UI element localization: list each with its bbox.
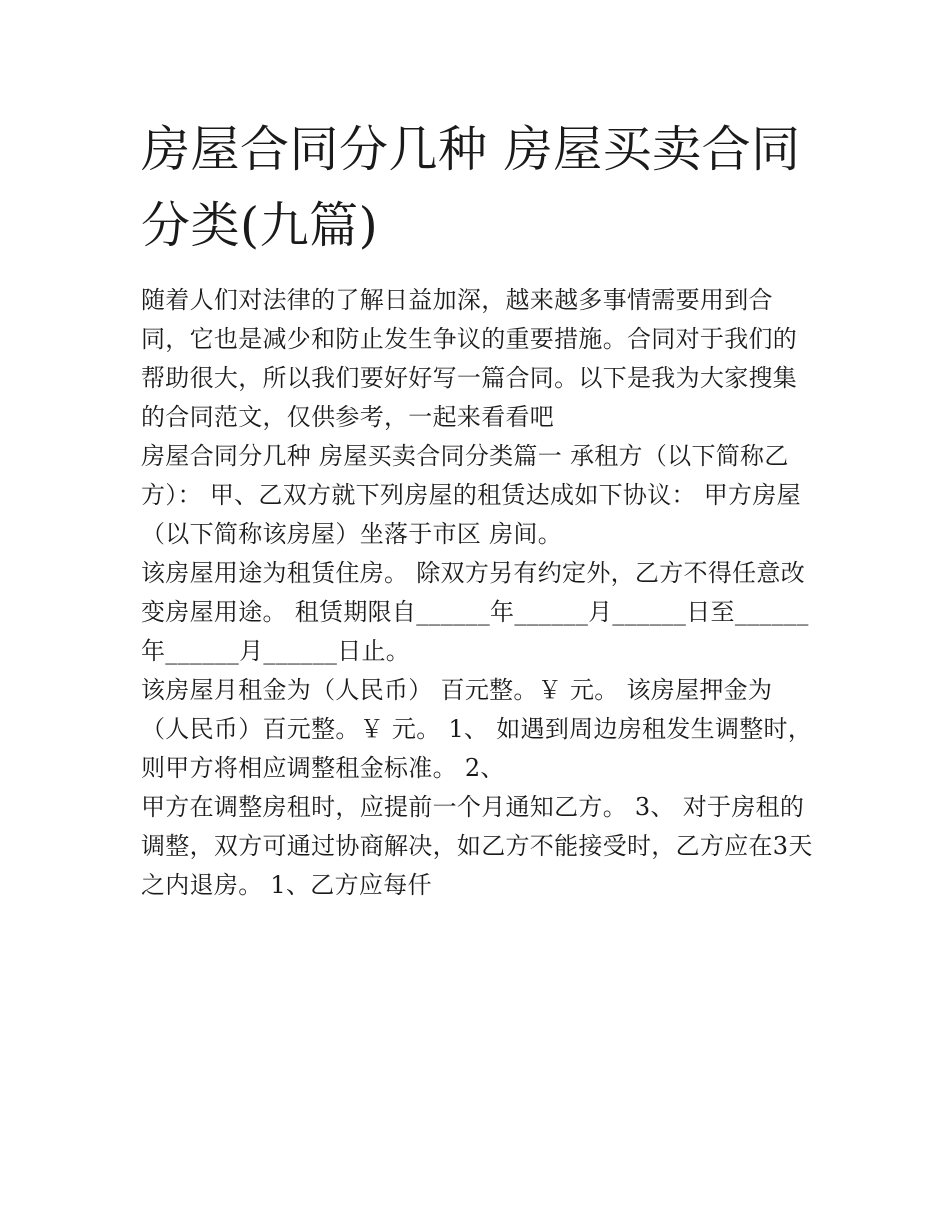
document-page — [141, 112, 813, 905]
contract-paragraph-3: 该房屋月租金为（人民币） 百元整。￥ 元。 该房屋押金为（人民币）百元整。￥ 元。 1、 如遇到周边房租发生调整时，则甲方将相应调整租金标准。 2、 — [141, 676, 813, 782]
intro-paragraph: 随着人们对法律的了解日益加深，越来越多事情需要用到合同，它也是减少和防止发生争议的重要措施。合同对于我们的帮助很大，所以我们要好好写一篇合同。以下是我为大家搜集的合同范文，仅供参考，一起来看看吧 — [141, 286, 798, 431]
document-title: 房屋合同分几种 房屋买卖合同分类(九篇) — [141, 121, 801, 254]
contract-paragraph-4: 甲方在调整房租时，应提前一个月通知乙方。 3、 对于房租的调整，双方可通过协商解决，如乙方不能接受时，乙方应在3天之内退房。 1、乙方应每仟 — [141, 793, 813, 899]
contract-paragraph-2: 该房屋用途为租赁住房。 除双方另有约定外，乙方不得任意改变房屋用途。 租赁期限自______年______月______日至______年______月______日止。 — [141, 559, 809, 665]
contract-paragraph-1: 房屋合同分几种 房屋买卖合同分类篇一 承租方（以下简称乙方）： 甲、乙双方就下列房屋的租赁达成如下协议： 甲方房屋（以下简称该房屋）坐落于市区 房间。 — [141, 442, 801, 548]
